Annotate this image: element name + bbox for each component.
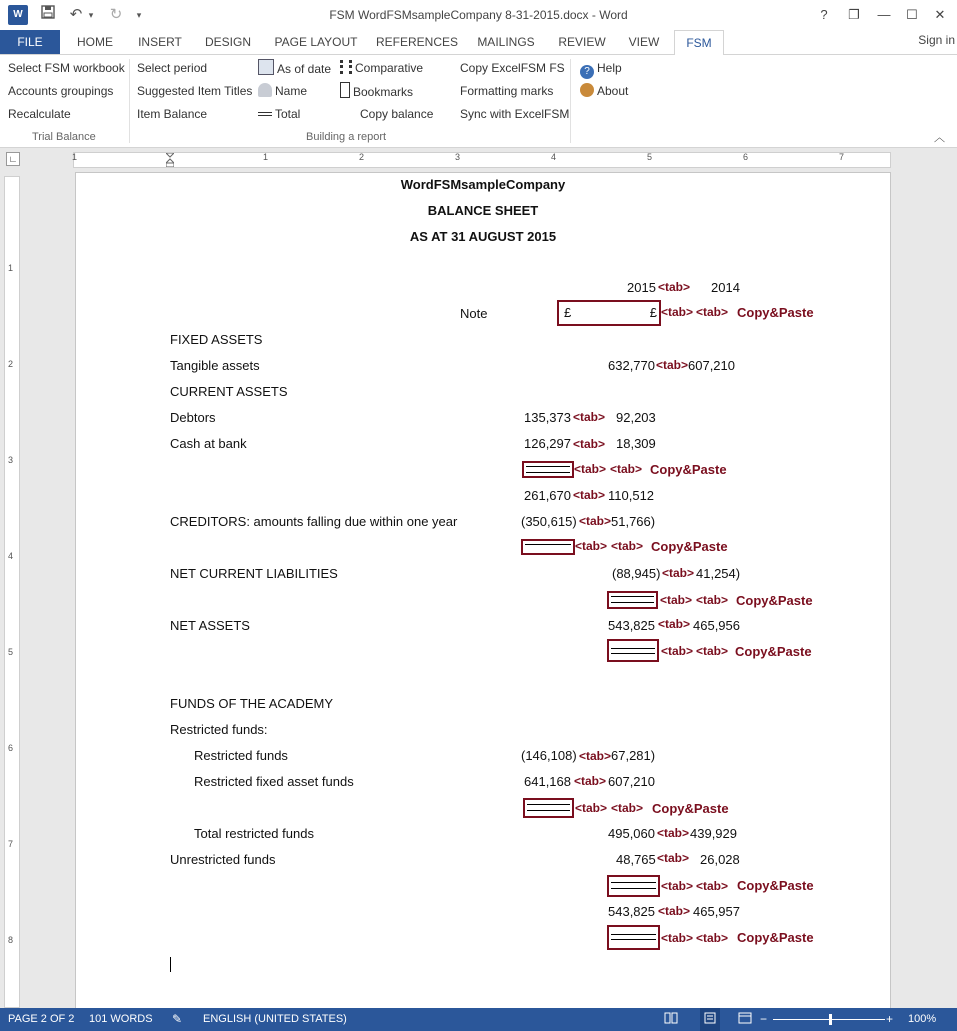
tab-mark: <tab>	[574, 774, 607, 788]
ruler-tick: 6	[8, 743, 14, 753]
net-current-liabilities-label: NET CURRENT LIABILITIES	[170, 566, 338, 581]
ruler-tick: 1	[8, 263, 14, 273]
group-separator	[129, 59, 130, 143]
restricted-funds-2015: (146,108)	[521, 748, 577, 763]
cash-at-bank-2014: 18,309	[616, 436, 656, 451]
person-icon	[258, 83, 272, 97]
bracket-icon	[340, 82, 350, 98]
name-button[interactable]: Name	[258, 82, 307, 100]
tab-mark: <tab>	[657, 851, 690, 865]
cash-at-bank-label: Cash at bank	[170, 436, 247, 451]
restricted-fixed-asset-funds-label: Restricted fixed asset funds	[194, 774, 354, 789]
tab-mark: <tab>	[661, 879, 694, 893]
copy-paste-marker[interactable]: Copy&Paste	[736, 593, 813, 608]
tab-mark: <tab>	[611, 801, 644, 815]
tab-mark: <tab>	[573, 437, 606, 451]
total-restricted-funds-2014: 439,929	[690, 826, 737, 841]
tab-mark: <tab>	[660, 593, 693, 607]
title-bar	[0, 0, 957, 30]
tab-mark: <tab>	[657, 826, 690, 840]
restricted-fixed-asset-funds-2014: 607,210	[608, 774, 655, 789]
copy-paste-marker[interactable]: Copy&Paste	[737, 305, 814, 320]
ruler-tick: 1	[263, 152, 269, 162]
current-assets-heading: CURRENT ASSETS	[170, 384, 288, 399]
tab-mark: <tab>	[696, 931, 729, 945]
print-layout-icon[interactable]	[700, 1008, 720, 1031]
language-indicator[interactable]: ENGLISH (UNITED STATES)	[203, 1013, 347, 1025]
ribbon-tabs	[0, 30, 957, 55]
maximize-button[interactable]: ☐	[906, 7, 918, 22]
funds-heading: FUNDS OF THE ACADEMY	[170, 696, 334, 711]
current-assets-total-2014: 110,512	[608, 488, 655, 503]
copy-paste-marker[interactable]: Copy&Paste	[650, 462, 727, 477]
group-label-building-a-report: Building a report	[306, 131, 387, 143]
document-page[interactable]	[75, 172, 891, 1014]
tab-mark: <tab>	[661, 305, 694, 319]
tab-mark: <tab>	[661, 644, 694, 658]
copy-paste-marker[interactable]: Copy&Paste	[737, 930, 814, 945]
ribbon-fsm	[0, 55, 957, 148]
ruler-tick: 2	[8, 359, 14, 369]
ruler-tick: 8	[8, 935, 14, 945]
total-restricted-funds-label: Total restricted funds	[194, 826, 314, 841]
zoom-slider-thumb[interactable]	[829, 1014, 832, 1025]
status-bar	[0, 1008, 957, 1031]
read-mode-icon[interactable]	[664, 1008, 678, 1031]
copy-balance-button[interactable]: Copy balance	[360, 107, 434, 121]
text-cursor	[170, 957, 171, 972]
net-assets-label: NET ASSETS	[170, 618, 250, 633]
creditors-2014: 51,766)	[611, 514, 656, 529]
tab-insert[interactable]: INSERT	[138, 35, 182, 49]
column-header-2015: 2015	[627, 280, 656, 295]
minimize-button[interactable]: —	[877, 7, 891, 22]
column-header-2014: 2014	[711, 280, 740, 295]
tab-home[interactable]: HOME	[77, 35, 113, 49]
zoom-level[interactable]: 100%	[908, 1013, 937, 1025]
restricted-funds-label: Restricted funds	[194, 748, 288, 763]
indent-marker-icon[interactable]	[166, 153, 174, 167]
total-restricted-funds-2015: 495,060	[608, 826, 655, 841]
vertical-ruler[interactable]	[4, 176, 20, 1008]
tab-mark: <tab>	[696, 879, 729, 893]
tab-mark: <tab>	[658, 617, 691, 631]
group-label-trial-balance: Trial Balance	[32, 131, 96, 143]
company-name: WordFSMsampleCompany	[400, 177, 566, 192]
tab-mark: <tab>	[575, 539, 608, 553]
net-current-liabilities-2014: 41,254)	[696, 566, 741, 581]
select-fsm-workbook-button[interactable]: Select FSM workbook	[8, 61, 125, 75]
redo-icon[interactable]: ↻	[109, 6, 123, 23]
net-assets-2014: 465,956	[693, 618, 740, 633]
tab-mark: <tab>	[658, 904, 691, 918]
single-underline-box[interactable]	[607, 591, 658, 609]
zoom-out-icon[interactable]: −	[760, 1012, 768, 1026]
tab-page-layout[interactable]: PAGE LAYOUT	[274, 35, 358, 49]
tab-mark: <tab>	[662, 566, 695, 580]
debtors-2015: 135,373	[524, 410, 571, 425]
tab-mark: <tab>	[656, 358, 689, 372]
tab-mark: <tab>	[696, 593, 729, 607]
restricted-funds-heading: Restricted funds:	[170, 722, 268, 737]
ribbon-display-options-icon[interactable]: ❐	[848, 7, 860, 22]
ruler-tick: 3	[455, 152, 461, 162]
calendar-icon	[258, 59, 274, 75]
unrestricted-funds-2015: 48,765	[616, 852, 656, 867]
debtors-label: Debtors	[170, 410, 216, 425]
word-app-icon[interactable]: W	[8, 5, 28, 25]
double-underline-icon	[258, 112, 272, 116]
columns-icon	[340, 60, 352, 74]
current-assets-total-2015: 261,670	[524, 488, 571, 503]
cash-at-bank-2015: 126,297	[524, 436, 571, 451]
medal-icon	[580, 83, 594, 97]
ruler-tick: 4	[551, 152, 557, 162]
ruler-tick: 4	[8, 551, 14, 561]
single-underline-box[interactable]	[522, 461, 574, 478]
tab-mark: <tab>	[574, 462, 607, 476]
save-icon[interactable]	[38, 5, 58, 25]
sheet-date: AS AT 31 AUGUST 2015	[409, 229, 557, 244]
tab-mailings[interactable]: MAILINGS	[477, 35, 535, 49]
tab-selector-icon[interactable]: ∟	[6, 152, 20, 166]
select-period-button[interactable]: Select period	[137, 61, 208, 75]
zoom-in-icon[interactable]: +	[886, 1012, 894, 1026]
creditors-2015: (350,615)	[521, 514, 577, 529]
fixed-assets-heading: FIXED ASSETS	[170, 332, 263, 347]
pound-sign: £	[564, 305, 572, 320]
horizontal-ruler-area	[0, 148, 957, 170]
total-button[interactable]: Total	[258, 105, 300, 123]
web-layout-icon[interactable]	[738, 1008, 752, 1031]
undo-dropdown-icon[interactable]: ▾	[88, 10, 94, 20]
tab-mark: <tab>	[575, 801, 608, 815]
restricted-fixed-asset-funds-2015: 641,168	[524, 774, 571, 789]
sheet-title: BALANCE SHEET	[427, 203, 539, 218]
ruler-tick: 3	[8, 455, 14, 465]
tab-mark: <tab>	[610, 462, 643, 476]
word-count[interactable]: 101 WORDS	[89, 1013, 153, 1025]
tab-mark: <tab>	[573, 410, 606, 424]
tangible-assets-2014: 607,210	[688, 358, 735, 373]
sync-with-excelfsm-button[interactable]: Sync with ExcelFSM	[460, 107, 570, 121]
ruler-tick: 1	[72, 152, 78, 162]
suggested-item-titles-button[interactable]: Suggested Item Titles	[137, 84, 253, 98]
single-underline-box[interactable]	[523, 798, 574, 818]
copy-excelfsm-fs-button[interactable]: Copy ExcelFSM FS	[460, 61, 565, 75]
tab-mark: <tab>	[579, 749, 612, 763]
tab-fsm[interactable]: FSM	[674, 30, 724, 56]
copy-paste-marker[interactable]: Copy&Paste	[735, 644, 812, 659]
single-underline-box[interactable]	[521, 539, 575, 555]
debtors-2014: 92,203	[616, 410, 656, 425]
recalculate-button[interactable]: Recalculate	[8, 107, 71, 121]
ruler-tick: 7	[839, 152, 845, 162]
single-underline-box[interactable]	[607, 875, 660, 897]
tab-mark: <tab>	[658, 280, 691, 294]
total-funds-2015: 543,825	[608, 904, 655, 919]
item-balance-button[interactable]: Item Balance	[137, 107, 208, 121]
tab-mark: <tab>	[579, 514, 612, 528]
copy-paste-marker[interactable]: Copy&Paste	[651, 539, 728, 554]
comparative-button[interactable]: Comparative	[340, 59, 423, 77]
bookmarks-button[interactable]: Bookmarks	[340, 82, 413, 100]
horizontal-ruler[interactable]	[73, 152, 891, 168]
as-of-date-button[interactable]: As of date	[258, 59, 331, 77]
copy-paste-marker[interactable]: Copy&Paste	[652, 801, 729, 816]
double-underline-box[interactable]	[607, 925, 660, 950]
tab-mark: <tab>	[611, 539, 644, 553]
ruler-tick: 7	[8, 839, 14, 849]
accounts-groupings-button[interactable]: Accounts groupings	[8, 84, 114, 98]
tab-mark: <tab>	[696, 644, 729, 658]
formatting-marks-button[interactable]: Formatting marks	[460, 84, 554, 98]
ruler-tick: 5	[647, 152, 653, 162]
tangible-assets-label: Tangible assets	[170, 358, 260, 373]
tab-review[interactable]: REVIEW	[558, 35, 606, 49]
proofing-icon[interactable]: ✎	[172, 1012, 183, 1026]
total-funds-2014: 465,957	[693, 904, 740, 919]
sign-in-link[interactable]: Sign in	[918, 33, 955, 47]
net-current-liabilities-2015: (88,945)	[612, 566, 661, 581]
customize-toolbar-icon[interactable]: ▾	[136, 10, 142, 20]
tangible-assets-2015: 632,770	[608, 358, 655, 373]
collapse-ribbon-icon[interactable]: ︿	[934, 132, 945, 144]
window-title: FSM WordFSMsampleCompany 8-31-2015.docx - Word	[329, 8, 628, 22]
restricted-funds-2014: 67,281)	[611, 748, 656, 763]
ruler-tick: 6	[743, 152, 749, 162]
page-count[interactable]: PAGE 2 OF 2	[8, 1013, 75, 1025]
unrestricted-funds-2014: 26,028	[700, 852, 740, 867]
group-separator	[570, 59, 571, 143]
creditors-label: CREDITORS: amounts falling due within one year	[170, 514, 458, 529]
help-button[interactable]: ?	[820, 7, 828, 22]
double-underline-box[interactable]	[607, 639, 659, 662]
tab-mark: <tab>	[661, 931, 694, 945]
copy-paste-marker[interactable]: Copy&Paste	[737, 878, 814, 893]
ruler-tick: 2	[359, 152, 365, 162]
tab-references[interactable]: REFERENCES	[375, 35, 458, 49]
tab-file[interactable]: FILE	[0, 30, 60, 54]
net-assets-2015: 543,825	[608, 618, 655, 633]
unrestricted-funds-label: Unrestricted funds	[170, 852, 276, 867]
pound-sign: £	[649, 305, 657, 320]
tab-mark: <tab>	[696, 305, 729, 319]
tab-mark: <tab>	[573, 488, 606, 502]
note-header: Note	[460, 306, 488, 321]
currency-header-box[interactable]	[557, 300, 661, 326]
about-button[interactable]: About	[580, 82, 628, 100]
help-fsm-button[interactable]: ? Help	[580, 59, 622, 77]
tab-view[interactable]: VIEW	[628, 35, 660, 49]
close-button[interactable]: ✕	[934, 7, 946, 22]
ruler-tick: 5	[8, 647, 14, 657]
tab-design[interactable]: DESIGN	[204, 35, 251, 49]
undo-icon[interactable]: ↶	[69, 6, 83, 23]
help-icon: ?	[580, 65, 594, 79]
